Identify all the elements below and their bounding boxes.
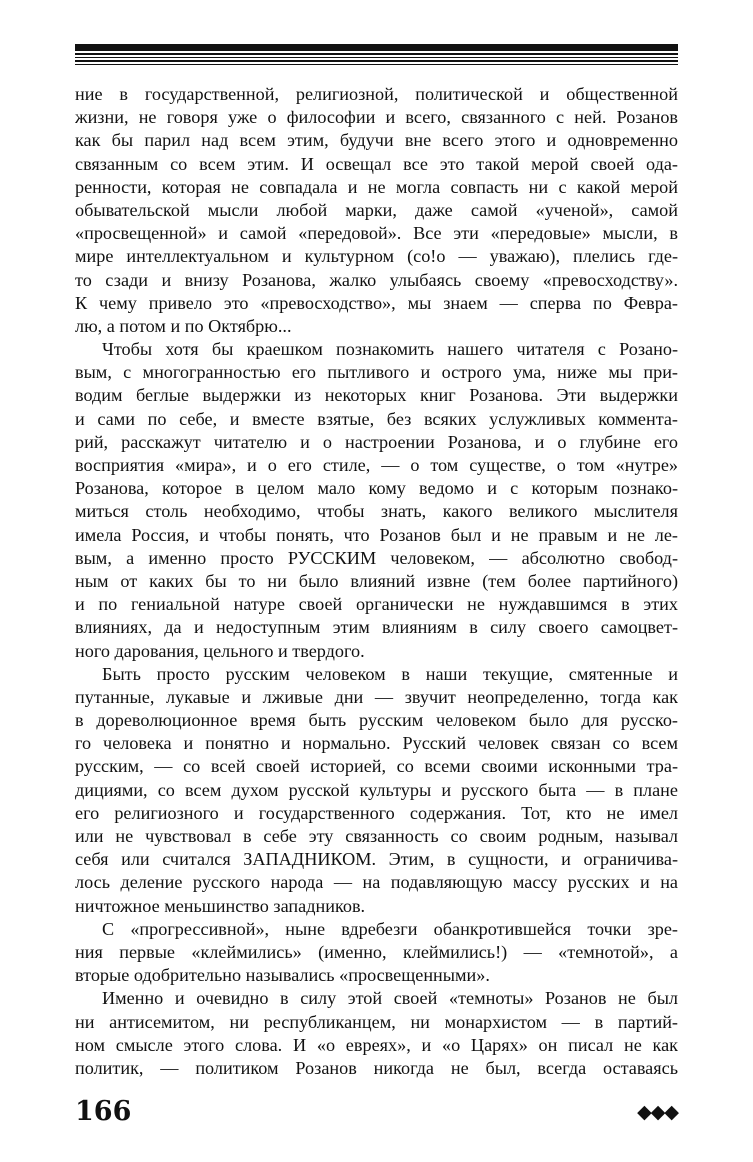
text-line: ние в государственной, религиозной, политической и общественной xyxy=(75,84,678,104)
text-line: Именно и очевидно в силу этой своей «темноты» Розанов не был xyxy=(102,988,678,1009)
text-line: водим беглые выдержки из некоторых книг Розанова. Эти выдержки xyxy=(75,385,678,406)
text-line: Быть просто русским человеком в наши текущие, смятенные и xyxy=(102,663,678,684)
text-line: влияниях, да и недоступным этим влияниям в силу своего самоцвет- xyxy=(75,617,678,638)
text-line: как бы парил над всем этим, будучи вне всего этого и одновременно xyxy=(75,130,678,151)
text-line: С «прогрессивной», ныне вдребезги обанкротившейся точки зре- xyxy=(102,918,678,939)
text-line: миться столь необходимо, чтобы знать, какого великого мыслителя xyxy=(75,501,678,522)
text-line: его религиозного и государственного содержания. Тот, кто не имел xyxy=(75,802,678,823)
paragraph xyxy=(75,987,678,1080)
text-line: жизни, не говоря уже о философии и всего, связанного с ней. Розанов xyxy=(75,107,678,128)
text-line: «просвещенной» и самой «передовой». Все эти «передовые» мысли, в xyxy=(75,223,678,244)
paragraph xyxy=(75,338,678,663)
page-number: 166 xyxy=(75,1096,132,1127)
text-line: Розанова, которое в целом мало кому ведомо и с которым познако- xyxy=(75,478,678,499)
paragraph xyxy=(75,83,678,338)
text-line: Чтобы хотя бы краешком познакомить нашего читателя с Розано- xyxy=(102,339,678,360)
text-line: и по гениальной натуре своей органически не нуждавшимся в этих xyxy=(75,594,678,615)
body-text xyxy=(75,83,678,1080)
header-rule-band xyxy=(75,64,678,65)
text-line: ничтожное меньшинство западников. xyxy=(75,895,366,916)
text-line: ным от каких бы то ни было влияний извне (тем более партийного) xyxy=(75,570,678,591)
text-line: ния первые «клеймились» (именно, клеймились!) — «темнотой», а xyxy=(75,941,678,962)
text-line: рий, расскажут читателю и о настроении Розанова, и о глубине его xyxy=(75,431,678,452)
text-line: имела Россия, и чтобы понять, что Розанов был и не правым и не ле- xyxy=(75,524,678,545)
text-line: лю, а потом и по Октябрю... xyxy=(75,315,292,336)
text-line: себя или считался ЗАПАДНИКОМ. Этим, в сущности, и ограничива- xyxy=(75,849,678,870)
paragraph xyxy=(75,918,678,988)
text-line: вым, а именно просто РУССКИМ человеком, — абсолютно свобод- xyxy=(75,547,678,568)
text-line: политик, — политиком Розанов никогда не был, всегда оставаясь xyxy=(75,1057,678,1078)
text-line: путанные, лукавые и лживые дни — звучит неопределенно, тогда как xyxy=(75,686,678,707)
text-line: восприятия «мира», и о его стиле, — о том существе, о том «нутре» xyxy=(75,455,678,475)
paragraph xyxy=(75,663,678,918)
text-line: ни антисемитом, ни республиканцем, ни монархистом — в партий- xyxy=(75,1011,678,1032)
text-line: го человека и понятно и нормально. Русский человек связан со всем xyxy=(75,733,678,754)
text-line: мире интеллектуальном и культурном (co!o — уважаю), плелись где- xyxy=(75,246,678,267)
text-line: вым, с многогранностью его пытливого и острого ума, ниже мы при- xyxy=(75,362,678,383)
header-decorative-rule xyxy=(75,44,678,66)
text-line: лось деление русского народа — на подавляющую массу русских и на xyxy=(75,872,678,893)
text-line: в дореволюционное время быть русским человеком было для русско- xyxy=(75,710,678,731)
text-line: вторые одобрительно назывались «просвещенными». xyxy=(75,965,490,986)
text-line: и сами по себе, и вместе взятые, без всяких услужливых коммента- xyxy=(75,408,678,429)
text-line: русским, — со всей своей историей, со всеми своими исконными тра- xyxy=(75,756,678,777)
text-line: К чему привело это «превосходство», мы знаем — сперва по Февра- xyxy=(75,292,678,313)
text-line: связанным со всем этим. И освещал все это такой мерой своей ода- xyxy=(75,153,678,174)
text-line: дициями, со всем духом русской культуры и русского быта — в плане xyxy=(75,779,678,800)
text-line: то сзади и внизу Розанова, жалко улыбаясь своему «превосходству». xyxy=(75,269,678,290)
header-rule-band xyxy=(75,60,678,62)
header-rule-band xyxy=(75,53,678,55)
text-line: ного дарования, цельного и твердого. xyxy=(75,640,365,661)
text-line: ренности, которая не совпадала и не могла совпасть ни с какой мерой xyxy=(75,176,678,197)
header-rule-band xyxy=(75,44,678,51)
text-line: ном смысле этого слова. И «о евреях», и «о Царях» он писал не как xyxy=(75,1034,678,1055)
page-footer xyxy=(75,1096,678,1128)
text-line: обывательской мысли любой марки, даже самой «ученой», самой xyxy=(75,199,678,220)
diamond-ornament-icon: ◆◆◆ xyxy=(637,1101,678,1123)
header-rule-band xyxy=(75,57,678,58)
text-line: или не чувствовал в себе эту связанность со своим родным, называл xyxy=(75,826,678,846)
